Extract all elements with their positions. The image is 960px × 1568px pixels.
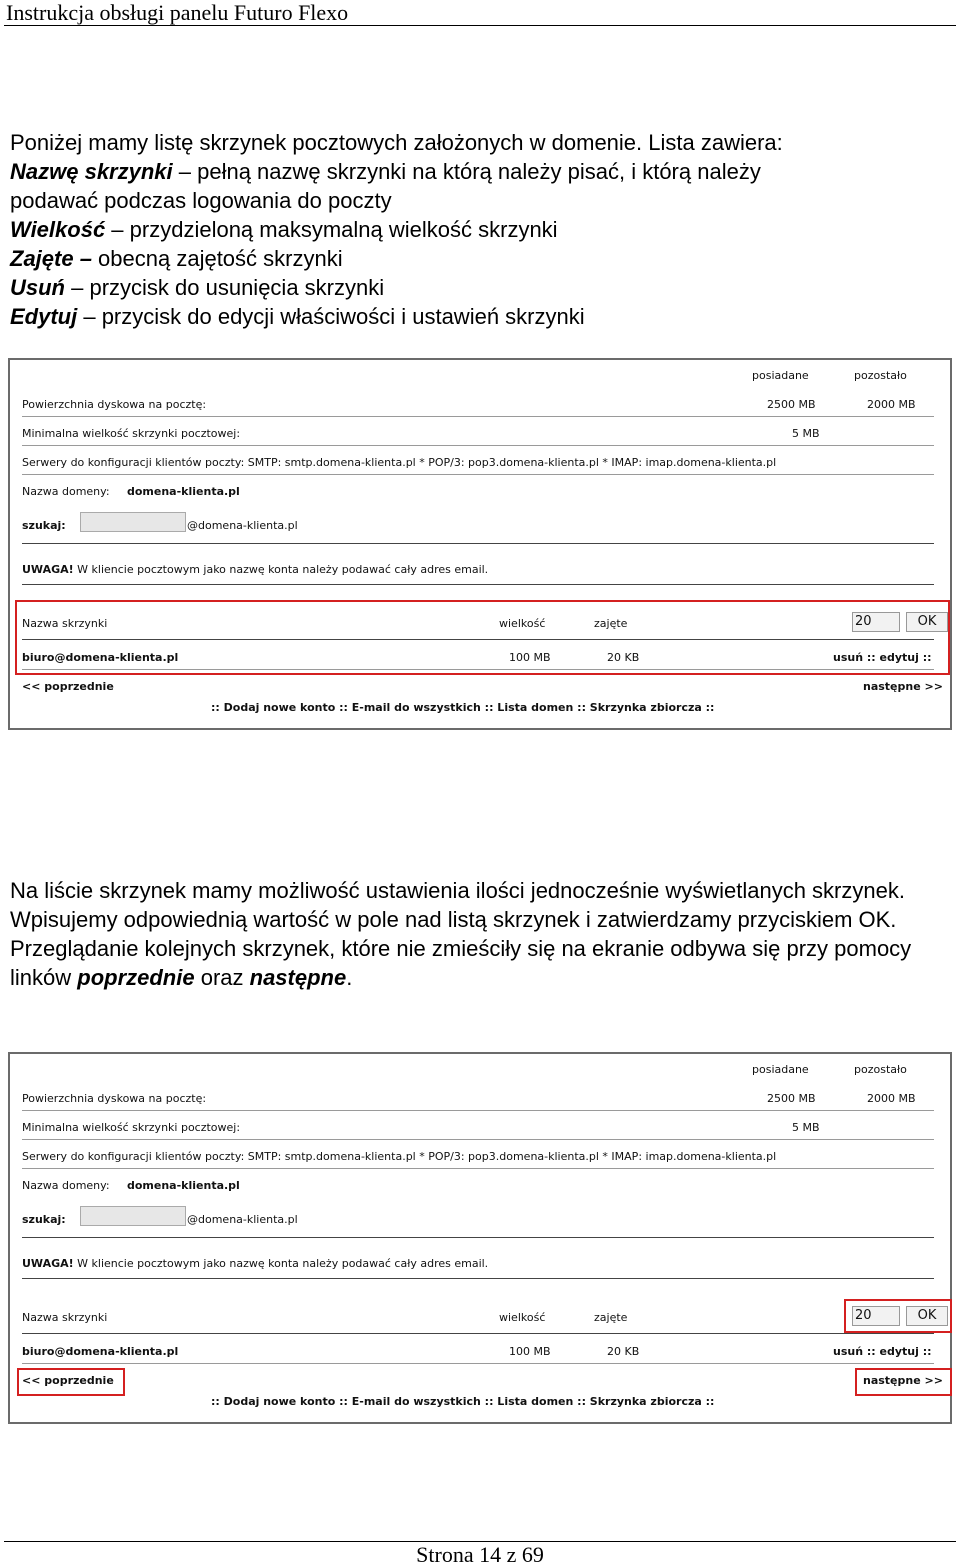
min-size-label: Minimalna wielkość skrzynki pocztowej: [22, 427, 241, 440]
prev-link[interactable]: << poprzednie [22, 680, 114, 693]
next-link[interactable]: następne >> [863, 680, 943, 693]
min-size-label: Minimalna wielkość skrzynki pocztowej: [22, 1121, 241, 1134]
warning-label: UWAGA! [22, 563, 74, 576]
domain-label: Nazwa domeny: [22, 485, 110, 498]
ok-button[interactable]: OK [906, 1306, 948, 1326]
search-input[interactable] [80, 1206, 186, 1226]
mailbox-used: 20 KB [607, 1345, 640, 1358]
highlight-box [844, 1299, 952, 1333]
intro-line: Poniżej mamy listę skrzynek pocztowych założonych w domenie. Lista zawiera: [10, 130, 783, 155]
header-used: zajęte [594, 1311, 628, 1324]
domain-value: domena-klienta.pl [127, 1179, 240, 1192]
divider [22, 416, 934, 417]
highlight-box [15, 600, 950, 675]
disk-remaining: 2000 MB [867, 1092, 916, 1105]
mailbox-email: biuro@domena-klienta.pl [22, 1345, 179, 1358]
para-text: Na liście skrzynek mamy możliwość ustawienia ilości jednocześnie wyświetlanych skrzynek. Wpisujemy odpowiednią wartość w pole nad listą skrzynek i zatwierdzamy przyciskiem OK. Przeglądanie kolejnych skrzynek, które nie zmieściły się na ekranie odbywa się przy pomocy linków [10, 878, 912, 990]
intro-item-edit [10, 302, 950, 331]
edit-link[interactable]: edytuj [879, 1345, 919, 1358]
servers-info: Serwery do konfiguracji klientów poczty: SMTP: smtp.domena-klienta.pl * POP/3: pop3.domena-klienta.pl * IMAP: imap.domena-klienta.pl [22, 1150, 777, 1163]
desc: obecną zajętość skrzynki [91, 246, 343, 271]
search-domain-suffix: @domena-klienta.pl [187, 1213, 298, 1226]
highlight-box [17, 1368, 125, 1396]
header-mailbox-name: Nazwa skrzynki [22, 617, 108, 630]
mailbox-panel-screenshot-1 [8, 358, 952, 730]
mailbox-panel-screenshot-2 [8, 1052, 952, 1424]
separator: :: [922, 651, 932, 664]
mailbox-used: 20 KB [607, 651, 640, 664]
divider [22, 1278, 934, 1279]
divider [22, 1333, 934, 1334]
divider [22, 1168, 934, 1169]
para-text: oraz [194, 965, 250, 990]
divider [22, 584, 934, 585]
intro-paragraph [10, 128, 950, 331]
page-number: Strona 14 z 69 [416, 1542, 544, 1567]
servers-info: Serwery do konfiguracji klientów poczty: SMTP: smtp.domena-klienta.pl * POP/3: pop3.domena-klienta.pl * IMAP: imap.domena-klienta.pl [22, 456, 777, 469]
warning [22, 563, 488, 576]
intro-item-size [10, 215, 950, 244]
column-owned: posiadane [752, 369, 809, 382]
term: Nazwę skrzynki [10, 159, 173, 184]
disk-owned: 2500 MB [767, 1092, 816, 1105]
row-actions [833, 1345, 932, 1358]
intro-item-used [10, 244, 950, 273]
search-domain-suffix: @domena-klienta.pl [187, 519, 298, 532]
desc: – przydzieloną maksymalną wielkość skrzynki [105, 217, 558, 242]
delete-link[interactable]: usuń [833, 1345, 864, 1358]
page-header: Instrukcja obsługi panelu Futuro Flexo [6, 0, 349, 25]
per-page-input[interactable]: 20 [852, 1306, 900, 1326]
intro-item-name [10, 157, 950, 186]
column-remaining: pozostało [854, 1063, 907, 1076]
divider [22, 1363, 934, 1364]
next-link[interactable]: następne >> [863, 1374, 943, 1387]
divider [22, 1110, 934, 1111]
warning [22, 1257, 488, 1270]
header-mailbox-name: Nazwa skrzynki [22, 1311, 108, 1324]
separator: :: [922, 1345, 932, 1358]
domain-label: Nazwa domeny: [22, 1179, 110, 1192]
term: Edytuj [10, 304, 78, 329]
term: Usuń [10, 275, 65, 300]
pagination-paragraph [10, 876, 950, 992]
mailbox-size: 100 MB [509, 651, 551, 664]
min-size-value: 5 MB [792, 427, 820, 440]
warning-text: W kliencie pocztowym jako nazwę konta należy podawać cały adres email. [73, 1257, 489, 1270]
column-remaining: pozostało [854, 369, 907, 382]
warning-label: UWAGA! [22, 1257, 74, 1270]
disk-owned: 2500 MB [767, 398, 816, 411]
intro-item-delete [10, 273, 950, 302]
header-size: wielkość [499, 617, 546, 630]
mailbox-size: 100 MB [509, 1345, 551, 1358]
divider [22, 445, 934, 446]
edit-link[interactable]: edytuj [879, 651, 919, 664]
divider [22, 543, 934, 544]
action-links[interactable]: :: Dodaj nowe konto :: E-mail do wszystkich :: Lista domen :: Skrzynka zbiorcza :: [211, 701, 715, 714]
term: Zajęte – [10, 246, 92, 271]
warning-text: W kliencie pocztowym jako nazwę konta należy podawać cały adres email. [73, 563, 489, 576]
para-text: . [346, 965, 353, 990]
search-label: szukaj: [22, 519, 66, 532]
prev-link[interactable]: << poprzednie [22, 1374, 114, 1387]
disk-remaining: 2000 MB [867, 398, 916, 411]
intro-item-name-cont [10, 186, 950, 215]
ok-button[interactable]: OK [906, 612, 948, 632]
highlight-box [855, 1368, 952, 1396]
action-links[interactable]: :: Dodaj nowe konto :: E-mail do wszystkich :: Lista domen :: Skrzynka zbiorcza :: [211, 1395, 715, 1408]
min-size-value: 5 MB [792, 1121, 820, 1134]
domain-value: domena-klienta.pl [127, 485, 240, 498]
desc: – pełną nazwę skrzynki na którą należy pisać, i którą należy [172, 159, 761, 184]
desc: – przycisk do usunięcia skrzynki [65, 275, 385, 300]
desc: – przycisk do edycji właściwości i ustawień skrzynki [77, 304, 585, 329]
delete-link[interactable]: usuń [833, 651, 864, 664]
column-owned: posiadane [752, 1063, 809, 1076]
separator: :: [866, 1345, 876, 1358]
term: Wielkość [10, 217, 106, 242]
search-input[interactable] [80, 512, 186, 532]
desc: podawać podczas logowania do poczty [10, 188, 392, 213]
header-size: wielkość [499, 1311, 546, 1324]
search-label: szukaj: [22, 1213, 66, 1226]
disk-label: Powierzchnia dyskowa na pocztę: [22, 398, 207, 411]
disk-label: Powierzchnia dyskowa na pocztę: [22, 1092, 207, 1105]
prev-term: poprzednie [77, 965, 195, 990]
divider [22, 474, 934, 475]
header-divider [4, 25, 956, 26]
divider [22, 1237, 934, 1238]
separator: :: [866, 651, 876, 664]
mailbox-email: biuro@domena-klienta.pl [22, 651, 179, 664]
per-page-input[interactable]: 20 [852, 612, 900, 632]
divider [22, 1139, 934, 1140]
next-term: następne [249, 965, 347, 990]
header-used: zajęte [594, 617, 628, 630]
